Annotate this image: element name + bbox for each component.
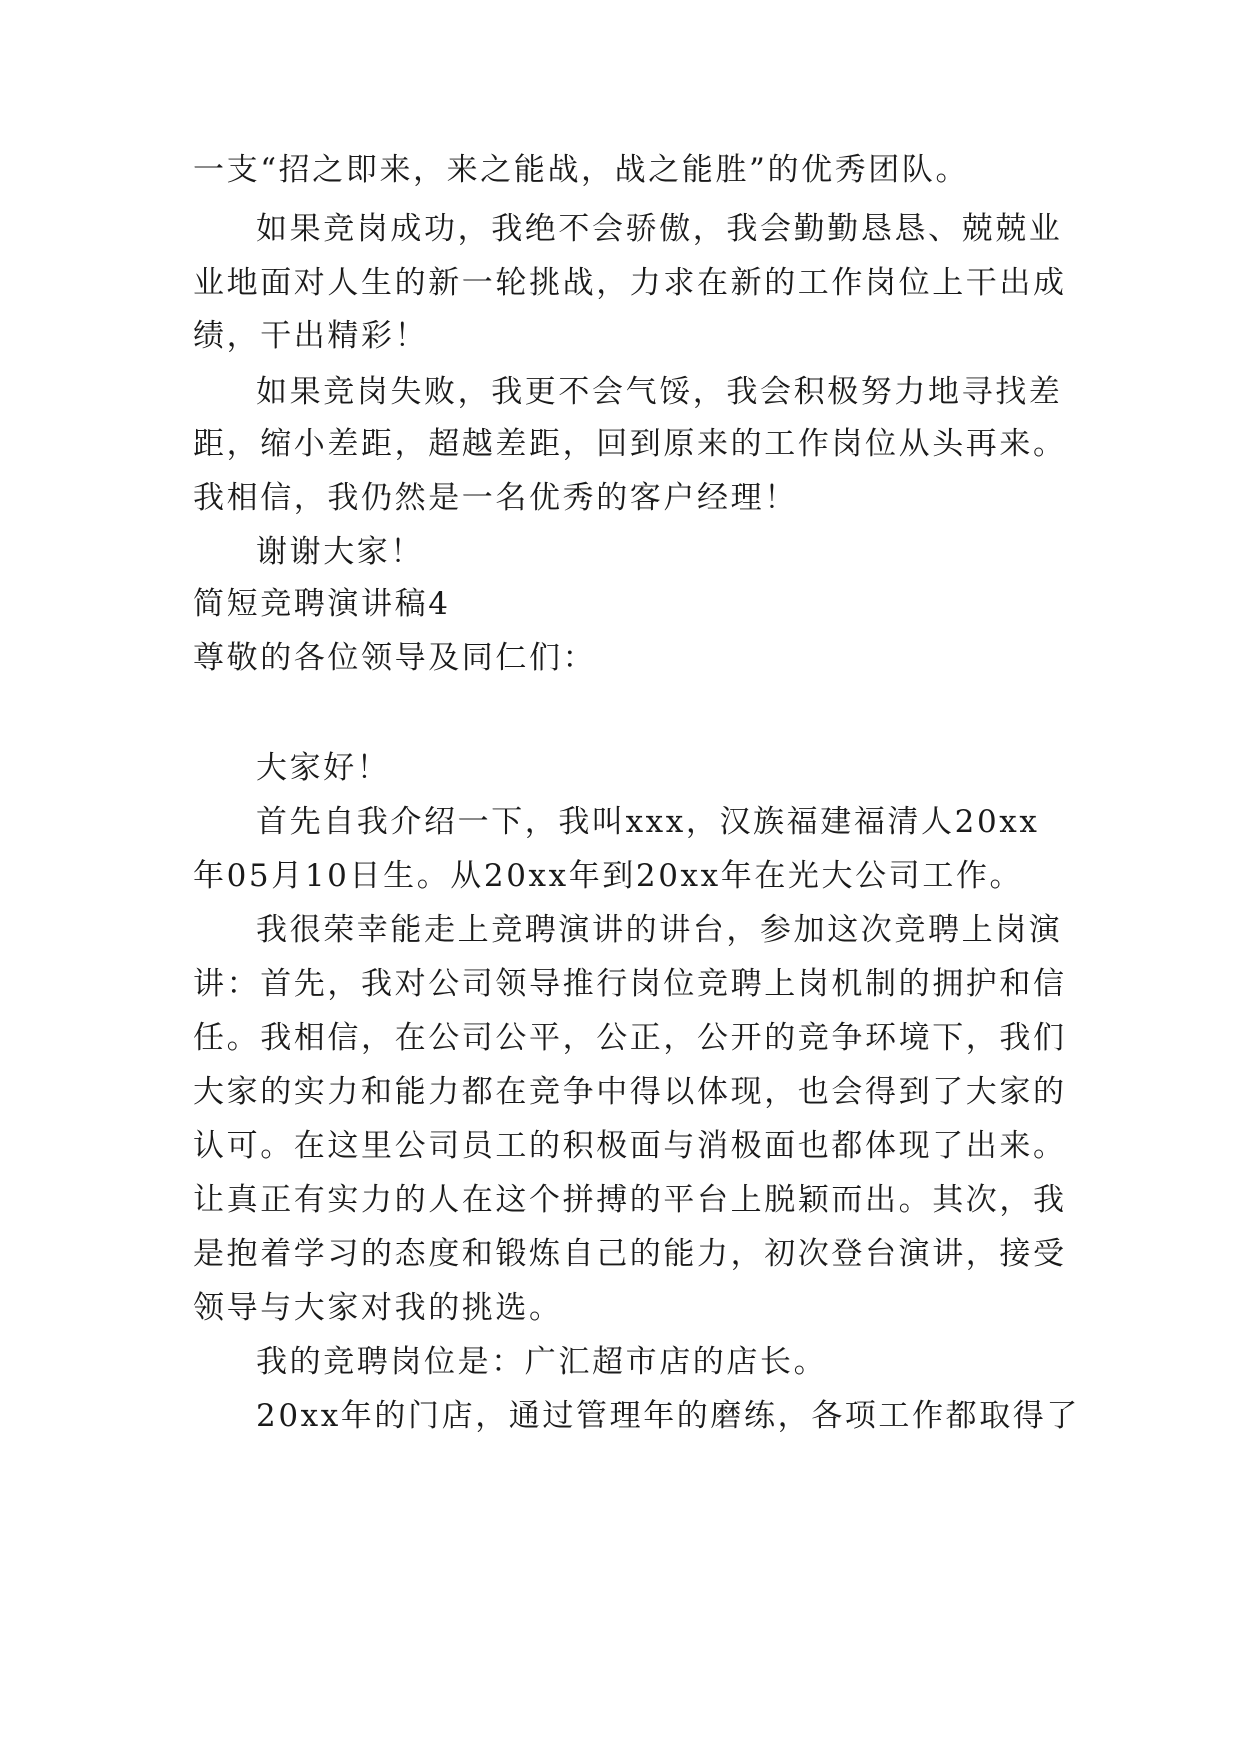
text-line: 一支“招之即来，来之能战，战之能胜”的优秀团队。 — [193, 152, 970, 188]
text-line: 如果竞岗失败，我更不会气馁，我会积极努力地寻找差 — [256, 374, 1063, 410]
salutation: 尊敬的各位领导及同仁们： — [193, 640, 597, 676]
text-line: 如果竞岗成功，我绝不会骄傲，我会勤勤恳恳、兢兢业 — [256, 211, 1063, 247]
text-line: 我相信，我仍然是一名优秀的客户经理！ — [193, 480, 798, 516]
text-line: 让真正有实力的人在这个拼搏的平台上脱颖而出。其次，我 — [193, 1182, 1067, 1218]
text-line: 谢谢大家！ — [256, 534, 424, 570]
text-line: 大家的实力和能力都在竞争中得以体现，也会得到了大家的 — [193, 1074, 1067, 1110]
text-line: 年05月10日生。从20xx年到20xx年在光大公司工作。 — [193, 858, 1024, 894]
text-line: 业地面对人生的新一轮挑战，力求在新的工作岗位上干出成 — [193, 265, 1067, 301]
text-line: 绩，干出精彩！ — [193, 318, 429, 354]
text-line: 20xx年的门店，通过管理年的磨练，各项工作都取得了 — [256, 1398, 1081, 1434]
text-line: 首先自我介绍一下，我叫xxx，汉族福建福清人20xx — [256, 804, 1040, 840]
text-line: 认可。在这里公司员工的积极面与消极面也都体现了出来。 — [193, 1128, 1067, 1164]
text-line: 大家好！ — [256, 750, 391, 786]
text-line: 是抱着学习的态度和锻炼自己的能力，初次登台演讲，接受 — [193, 1236, 1067, 1272]
section-title: 简短竞聘演讲稿4 — [193, 586, 451, 622]
text-line: 我很荣幸能走上竞聘演讲的讲台，参加这次竞聘上岗演 — [256, 912, 1063, 948]
text-line: 领导与大家对我的挑选。 — [193, 1290, 563, 1326]
text-line: 讲：首先，我对公司领导推行岗位竞聘上岗机制的拥护和信 — [193, 966, 1067, 1002]
text-line: 任。我相信，在公司公平，公正，公开的竞争环境下，我们 — [193, 1020, 1067, 1056]
text-line: 距，缩小差距，超越差距，回到原来的工作岗位从头再来。 — [193, 426, 1067, 462]
text-line: 我的竞聘岗位是：广汇超市店的店长。 — [256, 1344, 828, 1380]
